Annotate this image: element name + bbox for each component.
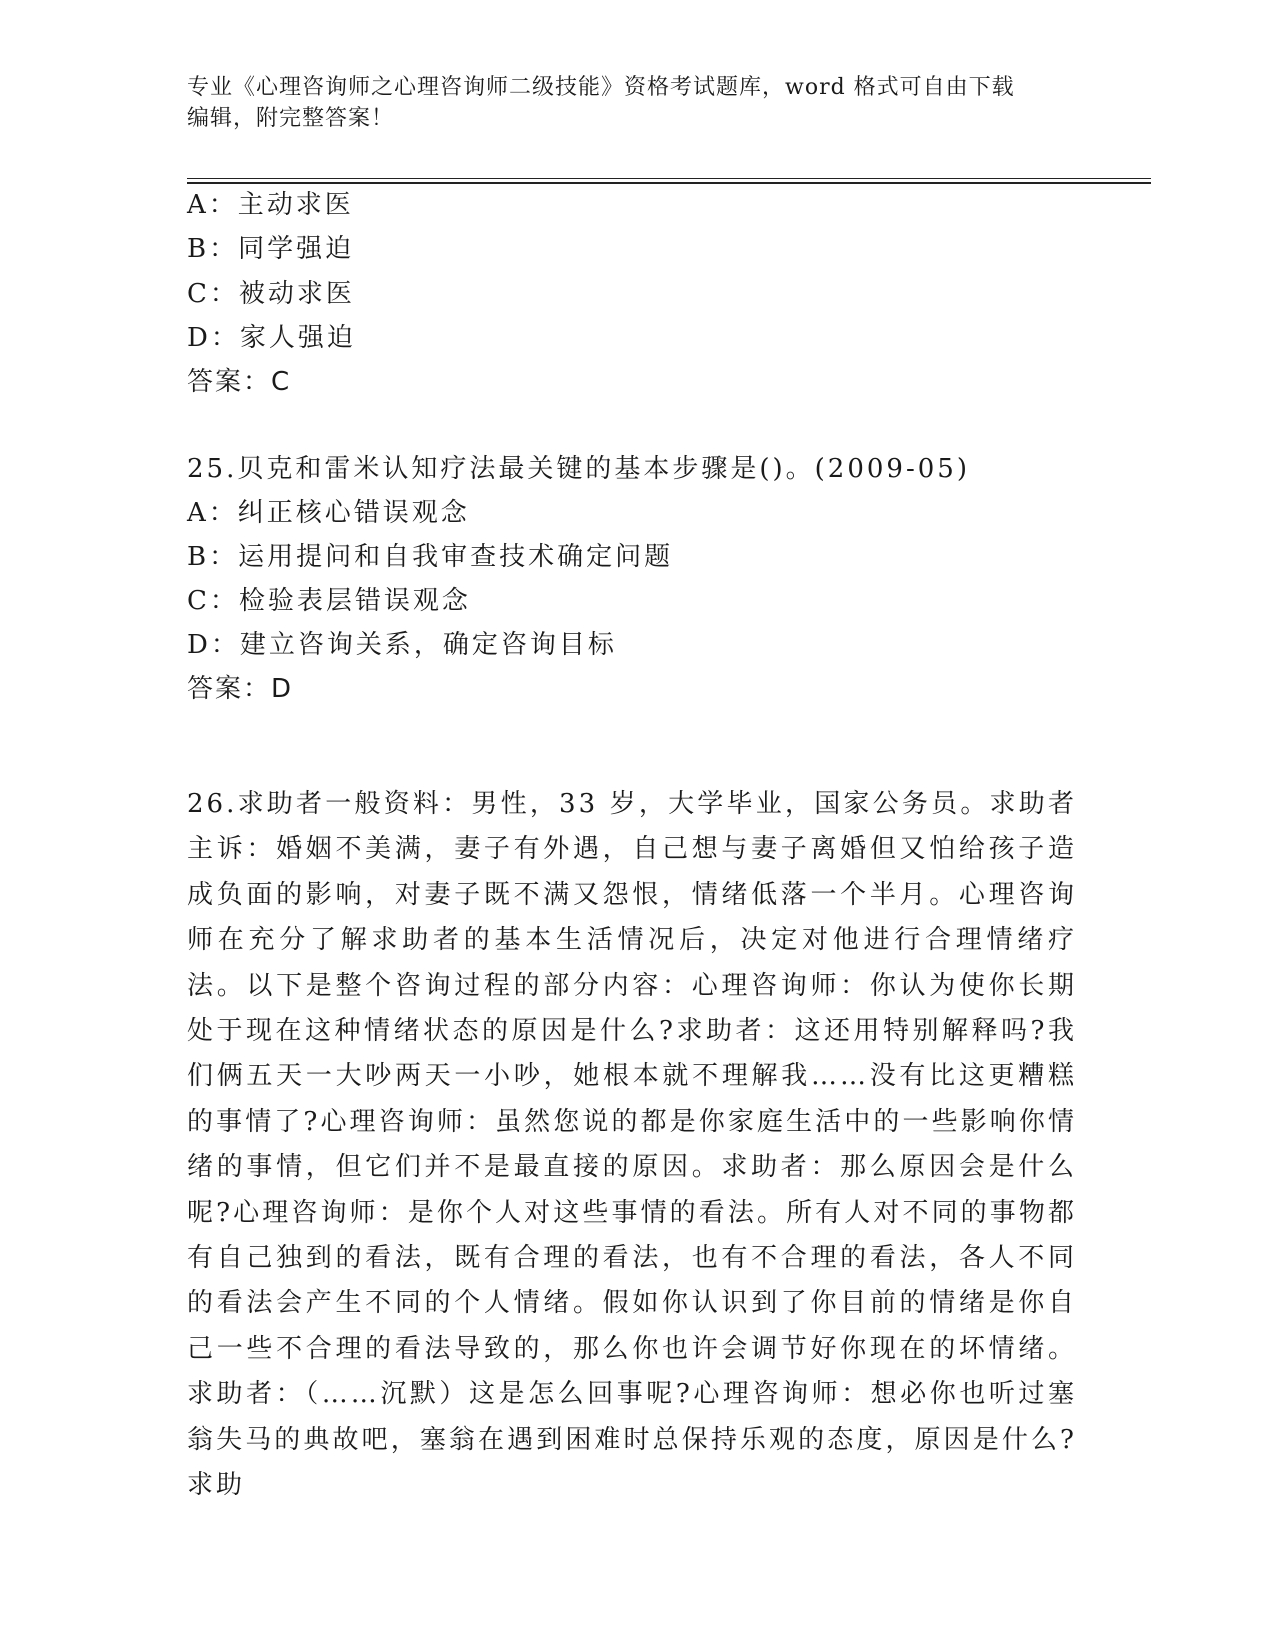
q24-option-d: D：家人强迫 xyxy=(187,323,356,353)
q24-option-a: A：主动求医 xyxy=(187,190,354,220)
q25-option-a: A：纠正核心错误观念 xyxy=(187,498,470,528)
q25-question: 25.贝克和雷米认知疗法最关键的基本步骤是()。(2009-05) xyxy=(187,454,970,484)
header-rule-thin xyxy=(187,178,1151,179)
q26-paragraph: 26.求助者一般资料：男性，33 岁，大学毕业，国家公务员。求助者主诉：婚姻不美满，妻子有外遇，自己想与妻子离婚但又怕给孩子造成负面的影响，对妻子既不满又怨恨，情绪低落一个半月。心理咨询师在充分了解求助者的基本生活情况后，决定对他进行合理情绪疗法。以下是整个咨询过程的部分内容：心理咨询师：你认为使你长期处于现在这种情绪状态的原因是什么?求助者：这还用特别解释吗?我们俩五天一大吵两天一小吵，她根本就不理解我……没有比这更糟糕的事情了?心理咨询师：虽然您说的都是你家庭生活中的一些影响你情绪的事情，但它们并不是最直接的原因。求助者：那么原因会是什么呢?心理咨询师：是你个人对这些事情的看法。所有人对不同的事物都有自己独到的看法，既有合理的看法，也有不合理的看法，各人不同的看法会产生不同的个人情绪。假如你认识到了你目前的情绪是你自己一些不合理的看法导致的，那么你也许会调节好你现在的坏情绪。求助者：（……沉默）这是怎么回事呢?心理咨询师：想必你也听过塞翁失马的典故吧，塞翁在遇到困难时总保持乐观的态度，原因是什么?求助 xyxy=(187,789,1077,1501)
header-rule-thick xyxy=(187,182,1151,184)
q25-answer: 答案：D xyxy=(187,674,294,704)
header-line-1: 专业《心理咨询师之心理咨询师二级技能》资格考试题库，word 格式可自由下载 xyxy=(187,75,1015,100)
q25-option-c: C：检验表层错误观念 xyxy=(187,586,471,616)
q25-option-b: B：运用提问和自我审查技术确定问题 xyxy=(187,542,674,572)
document-header xyxy=(187,72,1067,134)
q24-option-b: B：同学强迫 xyxy=(187,234,355,264)
header-line-2: 编辑，附完整答案！ xyxy=(187,106,395,131)
q25-option-d: D：建立咨询关系，确定咨询目标 xyxy=(187,630,617,660)
q24-answer: 答案：C xyxy=(187,367,292,397)
q24-option-c: C：被动求医 xyxy=(187,279,355,309)
